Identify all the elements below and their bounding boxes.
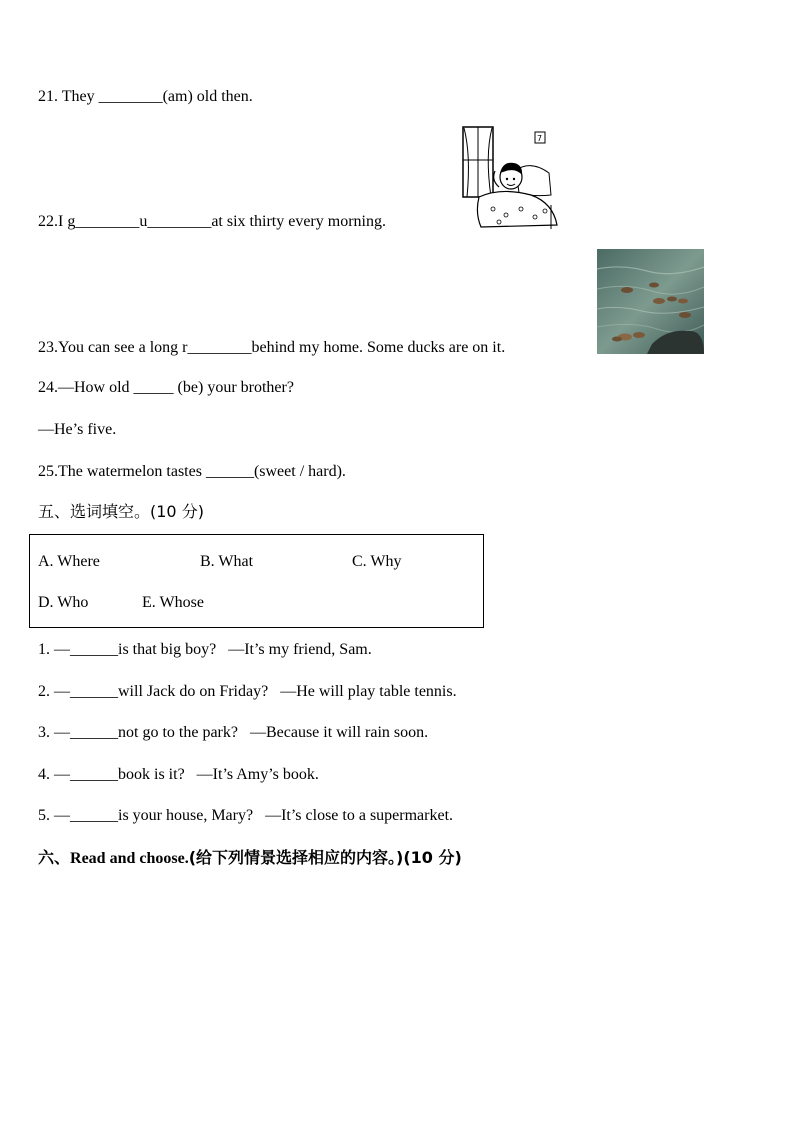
clock-text: 7 <box>537 134 543 143</box>
question-23: 23.You can see a long r________behind my home. Some ducks are on it. <box>38 339 506 356</box>
word-bank-box <box>29 534 484 628</box>
option-c: C. Why <box>352 553 402 570</box>
question-21: 21. They ________(am) old then. <box>38 88 253 105</box>
fill-question-1: 1. —______is that big boy? —It’s my friend, Sam. <box>38 641 372 658</box>
question-24-answer: —He’s five. <box>38 421 117 438</box>
fill-question-5: 5. —______is your house, Mary? —It’s close to a supermarket. <box>38 807 454 824</box>
fill-question-4: 4. —______book is it? —It’s Amy’s book. <box>38 766 319 783</box>
section-6-suffix: (给下列情景选择相应的内容。)(10 分) <box>188 848 462 867</box>
section-6-prefix: 六、 <box>38 848 71 867</box>
question-25: 25.The watermelon tastes ______(sweet / hard). <box>38 463 346 480</box>
section-6-english: Read and choose. <box>70 850 189 867</box>
fill-question-2: 2. —______will Jack do on Friday? —He will play table tennis. <box>38 683 457 700</box>
boy-waking-up-illustration <box>461 125 559 229</box>
option-b: B. What <box>200 553 254 570</box>
fill-question-3: 3. —______not go to the park? —Because it will rain soon. <box>38 724 429 741</box>
option-e: E. Whose <box>142 594 204 611</box>
section-5-heading: 五、选词填空。(10 分) <box>38 502 204 521</box>
question-24: 24.—How old _____ (be) your brother? <box>38 379 294 396</box>
section-6-heading <box>38 848 462 869</box>
option-d: D. Who <box>38 594 89 611</box>
option-a: A. Where <box>38 553 100 570</box>
question-22: 22.I g________u________at six thirty every morning. <box>38 213 386 230</box>
ducks-on-river-photo <box>597 249 704 354</box>
